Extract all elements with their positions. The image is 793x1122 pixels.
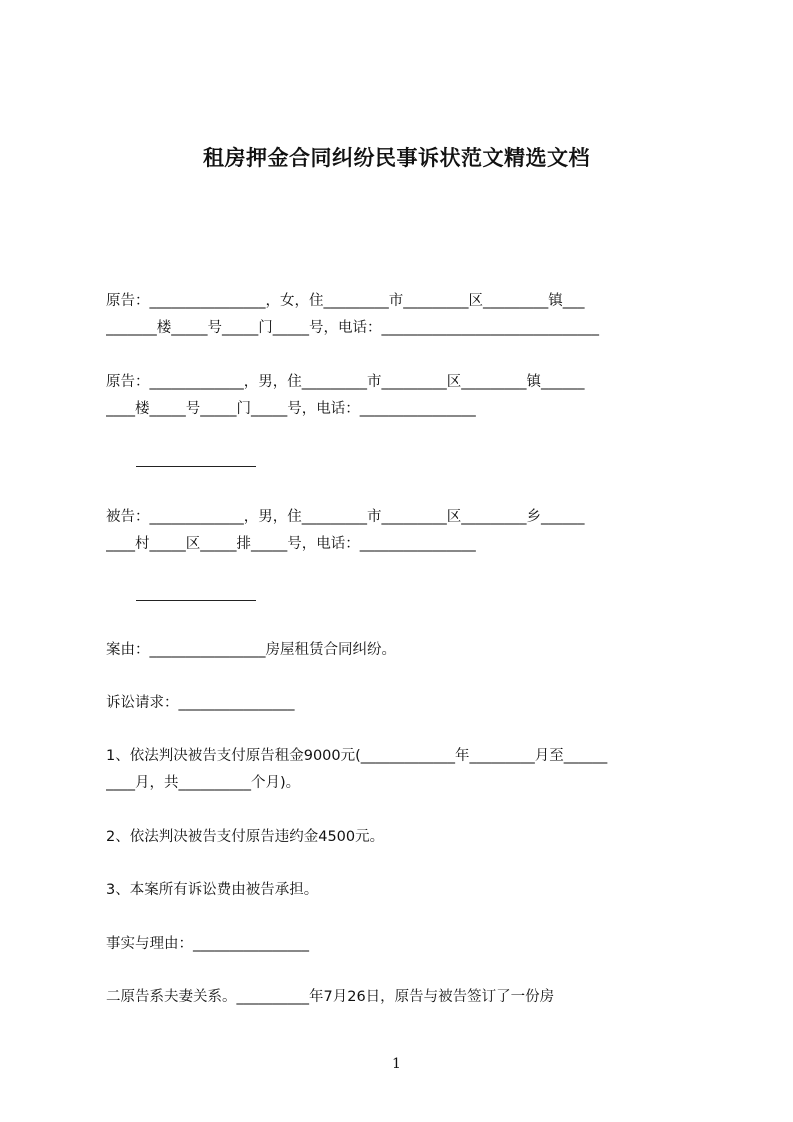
- plaintiff-2-line-2: ____楼_____号_____门_____号，电话：________________: [106, 401, 476, 417]
- plaintiff-2-line-1: 原告：_____________，男，住_________市_________区_________镇______: [106, 374, 585, 390]
- claims-heading-line: 诉讼请求：________________: [106, 695, 295, 711]
- document-title: 租房押金合同纠纷民事诉状范文精选文档: [203, 146, 590, 170]
- case-cause-line: 案由：________________房屋租赁合同纠纷。: [106, 642, 396, 658]
- claim-3-line: 3、本案所有诉讼费由被告承担。: [106, 882, 319, 898]
- facts-heading-line: 事实与理由：________________: [106, 936, 309, 952]
- plaintiff-1-line-1: 原告：________________，女，住_________市_________区_________镇___: [106, 293, 585, 309]
- plaintiff-1-line-2: _______楼_____号_____门_____号，电话：______________________________: [106, 320, 599, 336]
- page-number: 1: [392, 1056, 401, 1072]
- claim-1-line-1: 1、依法判决被告支付原告租金9000元(_____________年_________月至______: [106, 748, 608, 764]
- blank-underline: [136, 600, 256, 601]
- blank-underline: [136, 466, 256, 467]
- defendant-line-2: ____村_____区_____排_____号，电话：________________: [106, 536, 476, 552]
- defendant-line-1: 被告：_____________，男，住_________市_________区_________乡______: [106, 509, 585, 525]
- claim-2-line: 2、依法判决被告支付原告违约金4500元。: [106, 829, 385, 845]
- claim-1-line-2: ____月，共__________个月)。: [106, 775, 301, 791]
- facts-body-line: 二原告系夫妻关系。__________年7月26日，原告与被告签订了一份房: [106, 989, 555, 1005]
